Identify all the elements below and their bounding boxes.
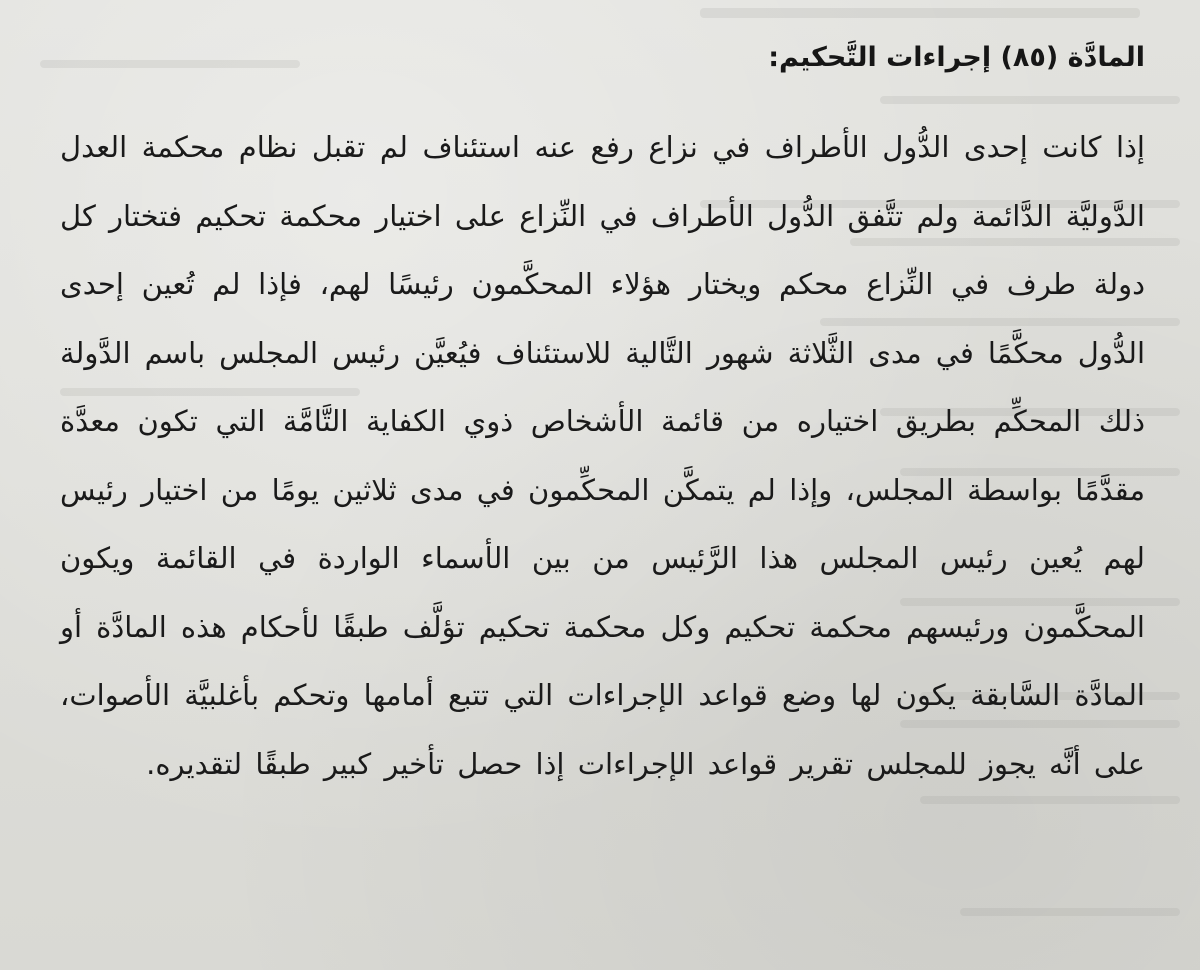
- article-heading: المادَّة (٨٥) إجراءات التَّحكيم:: [768, 42, 1145, 73]
- article-85: [60, 38, 1145, 798]
- article-paragraph: إذا كانت إحدى الدُّول الأطراف في نزاع رفع عنه استئناف لم تقبل نظام محكمة العدل الدَّوليَّة الدَّائمة ولم تتَّفق الدُّول الأطراف في النِّزاع على اختيار محكمة تحكيم فتختار كل دولة طرف في النِّزاع محكم ويختار هؤلاء المحكَّمون رئيسًا لهم، فإذا لم تُعين إحدى الدُّول محكَّمًا في مدى الثَّلاثة شهور التَّالية للاستئناف فيُعيَّن رئيس المجلس باسم الدَّولة ذلك المحكِّم بطريق اختياره من قائمة الأشخاص ذوي الكفاية التَّامَّة التي تكون معدَّة مقدَّمًا بواسطة المجلس، وإذا لم يتمكَّن المحكِّمون في مدى ثلاثين يومًا من اختيار رئيس لهم يُعين رئيس المجلس هذا الرَّئيس من بين الأسماء الواردة في القائمة ويكون المحكَّمون ورئيسهم محكمة تحكيم وكل محكمة تحكيم تؤلَّف طبقًا لأحكام هذه المادَّة أو المادَّة السَّابقة يكون لها وضع قواعد الإجراءات التي تتبع أمامها وتحكم بأغلبيَّة الأصوات، على أنَّه يجوز للمجلس تقرير قواعد الإجراءات إذا حصل تأخير كبير طبقًا لتقديره.: [60, 130, 1145, 781]
